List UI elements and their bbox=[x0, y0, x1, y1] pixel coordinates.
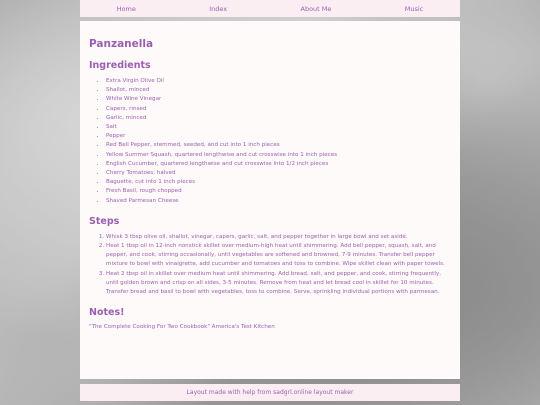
steps-list bbox=[89, 233, 451, 297]
ingredient-item: • White Wine Vinegar bbox=[106, 95, 451, 104]
notes-heading: Notes! bbox=[89, 307, 125, 319]
recipe-panel bbox=[80, 21, 460, 379]
recipe-title: Panzanella bbox=[89, 38, 154, 50]
nav-link-about-me[interactable]: About Me bbox=[300, 4, 332, 13]
footer-credit: Layout made with help from sadgrl.online layout maker bbox=[186, 389, 354, 396]
ingredient-item: • Shaved Parmesan Cheese bbox=[106, 197, 451, 206]
step-item: 2. Heat 1 tbsp oil in 12-inch nonstick skillet over medium-high heat until shimmering. Add bell pepper, squash, salt, and pepper, and cook, stirring occasionally, until vegetables are softened and browned, 7-9 minutes. Transfer bell pepper mixture to bowl with vinaigrette, add cucumber and tomatoes and toss to combine. Wipe skillet clean with paper towels. bbox=[106, 242, 451, 270]
ingredient-item: • Fresh Basil, rough chopped bbox=[106, 187, 451, 196]
nav-link-index[interactable]: Index bbox=[209, 4, 228, 13]
ingredient-item: • Garlic, minced bbox=[106, 114, 451, 123]
nav-link-music[interactable]: Music bbox=[404, 4, 424, 13]
top-nav bbox=[80, 0, 460, 17]
notes-text: "The Complete Cooking For Two Cookbook" America's Test Kitchen bbox=[89, 324, 275, 331]
steps-heading: Steps bbox=[89, 215, 120, 227]
ingredient-item: • Pepper bbox=[106, 132, 451, 141]
ingredient-item: • Red Bell Pepper, stemmed, seeded, and cut into 1 inch pieces bbox=[106, 141, 451, 150]
ingredient-item: • Cherry Tomatoes, halved bbox=[106, 169, 451, 178]
ingredient-item: • Salt bbox=[106, 123, 451, 132]
nav-link-home[interactable]: Home bbox=[116, 4, 136, 13]
ingredient-item: • English Cucumber, quartered lengthwise and cut crosswise into 1/2 inch pieces bbox=[106, 160, 451, 169]
ingredient-item: • Extra Virgin Olive Oil bbox=[106, 77, 451, 86]
step-item: 1. Whisk 3 tbsp olive oil, shallot, vinegar, capers, garlic, salt, and pepper together in large bowl and set aside. bbox=[106, 233, 451, 242]
ingredient-item: • Yellow Summer Squash, quartered lengthwise and cut crosswise into 1 inch pieces bbox=[106, 151, 451, 160]
ingredient-item: • Capers, rinsed bbox=[106, 105, 451, 114]
ingredient-item: • Shallot, minced bbox=[106, 86, 451, 95]
footer bbox=[80, 384, 460, 401]
ingredient-item: • Baguette, cut into 1 inch pieces bbox=[106, 178, 451, 187]
ingredients-list bbox=[89, 77, 451, 206]
ingredients-heading: Ingredients bbox=[89, 60, 151, 71]
step-item: 3. Heat 2 tbsp oil in skillet over medium heat until shimmering. Add bread, salt, and pepper, and cook, stirring frequently, until golden brown and crisp on all sides, 3-5 minutes. Remove from heat and let bread cool in skillet for 10 minutes. Transfer bread and basil to bowl with vegetables, toss to combine. Serve, sprinkling individual portions with parmesan. bbox=[106, 270, 451, 298]
